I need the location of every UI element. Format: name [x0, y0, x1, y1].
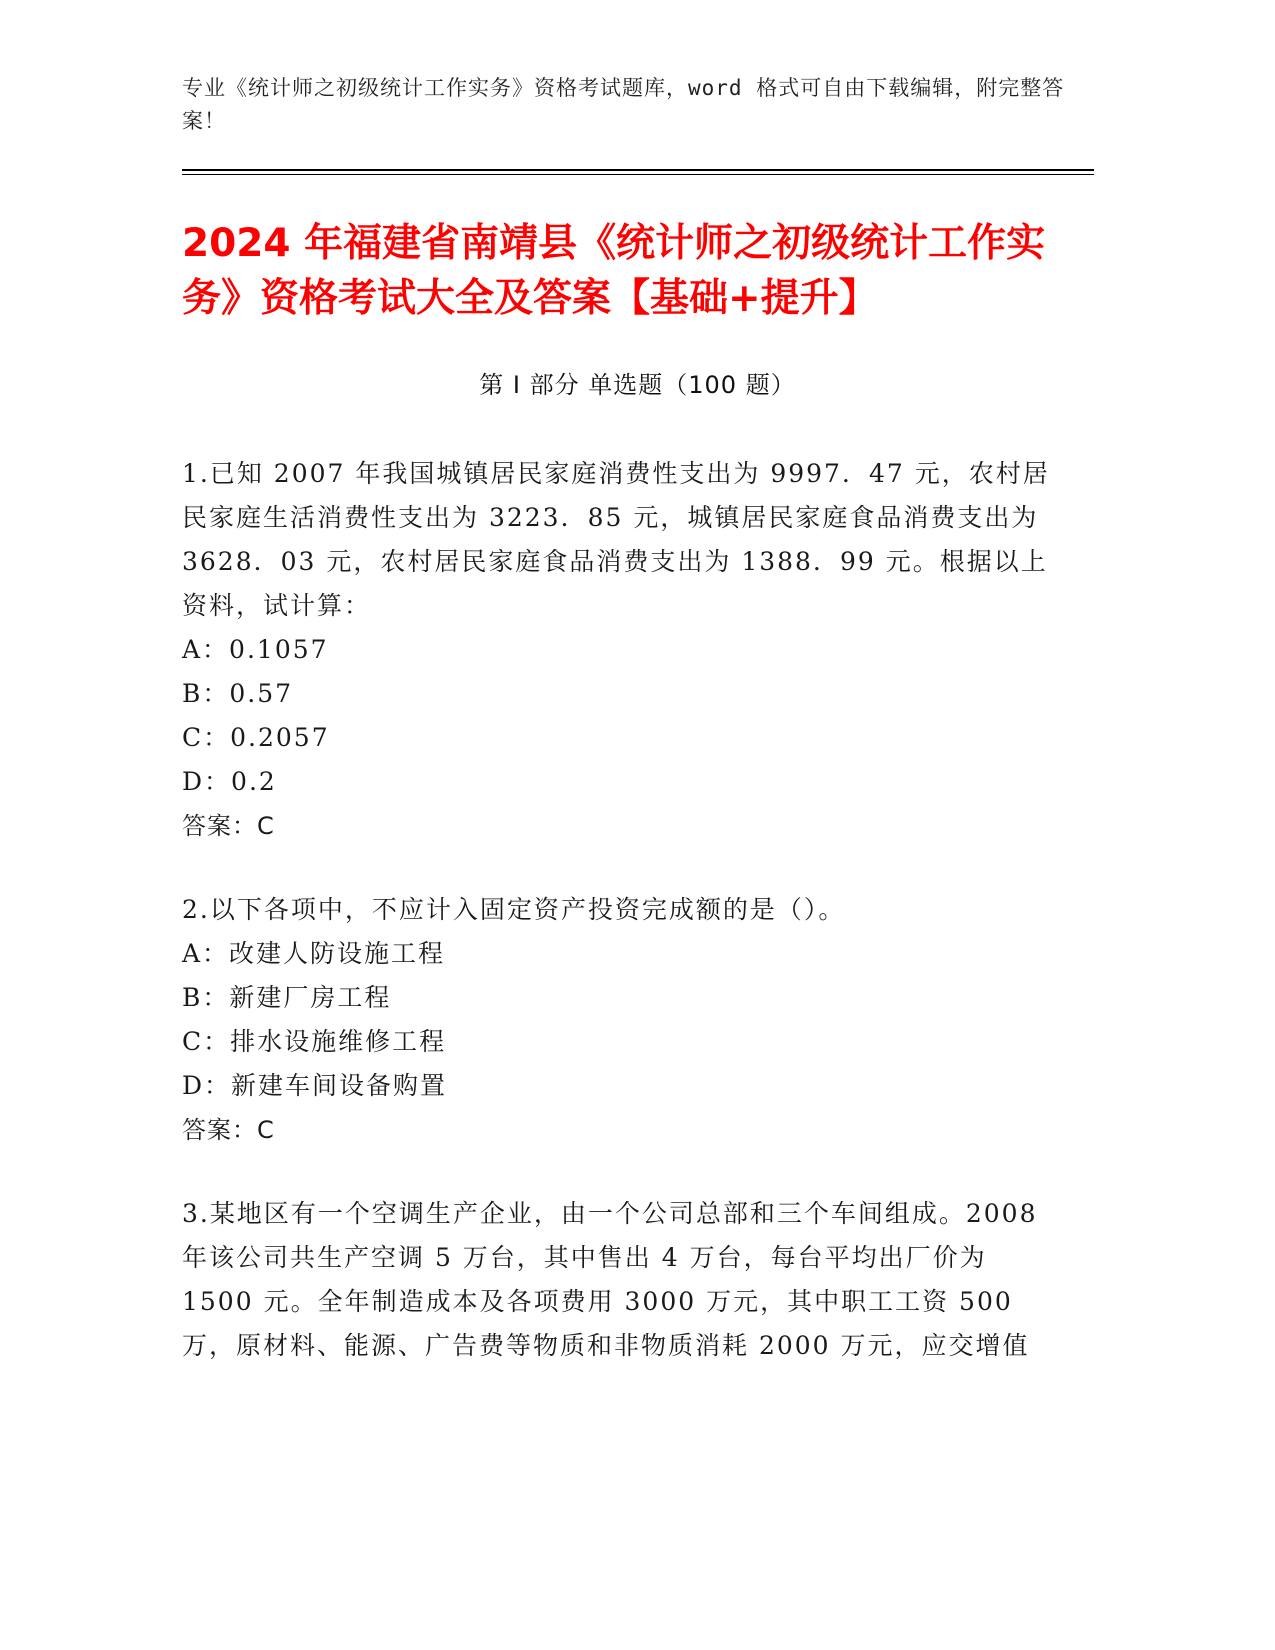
question-stem: 3.某地区有一个空调生产企业，由一个公司总部和三个车间组成。2008 年该公司共生产空调 5 万台，其中售出 4 万台，每台平均出厂价为 1500 元。全年制造成本及各项费用 3000 万元，其中职工工资 500 万，原材料、能源、广告费等物质和非物质消耗 2000 万元，应交增值	[182, 1199, 1038, 1360]
header-divider-thick	[182, 169, 1094, 171]
section-heading: 第 I 部分 单选题（100 题）	[479, 371, 796, 399]
question-1	[182, 452, 1062, 848]
option-b: B：新建厂房工程	[182, 983, 392, 1012]
question-3	[182, 1192, 1062, 1368]
option-a: A：0.1057	[182, 635, 329, 664]
header-note: 专业《统计师之初级统计工作实务》资格考试题库，word 格式可自由下载编辑，附完整答案！	[182, 76, 1065, 133]
answer-line: 答案：C	[182, 812, 275, 840]
option-d: D：0.2	[182, 767, 277, 796]
header-divider-thin	[182, 174, 1094, 175]
option-a: A：改建人防设施工程	[182, 939, 446, 968]
option-d: D：新建车间设备购置	[182, 1071, 448, 1100]
document-title: 2024 年福建省南靖县《统计师之初级统计工作实务》资格考试大全及答案【基础+提升】	[182, 221, 1046, 321]
question-stem: 1.已知 2007 年我国城镇居民家庭消费性支出为 9997．47 元，农村居民家庭生活消费性支出为 3223．85 元，城镇居民家庭食品消费支出为 3628．03 元，农村居民家庭食品消费支出为 1388．99 元。根据以上资料，试计算：	[182, 459, 1050, 620]
option-c: C：排水设施维修工程	[182, 1027, 447, 1056]
option-b: B：0.57	[182, 679, 294, 708]
question-stem: 2.以下各项中，不应计入固定资产投资完成额的是（）。	[182, 895, 846, 924]
question-2	[182, 888, 1062, 1152]
option-c: C：0.2057	[182, 723, 330, 752]
answer-line: 答案：C	[182, 1116, 275, 1144]
